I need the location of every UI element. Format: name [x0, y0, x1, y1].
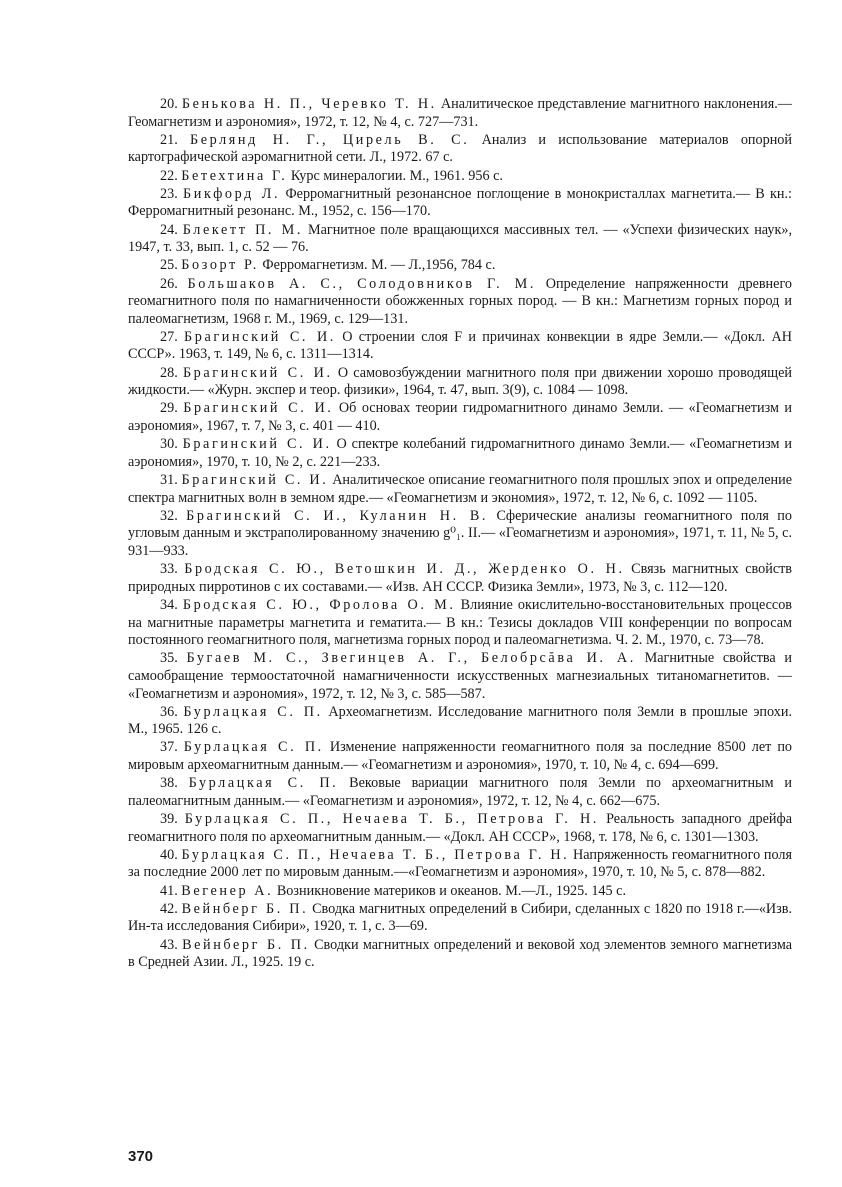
reference-authors: Бугаев М. С., Звегинцев А. Г., Белобрcăва И. А.: [186, 650, 636, 667]
reference-authors: Бетехтина Г.: [181, 167, 288, 184]
reference-item: [128, 96, 792, 131]
reference-number: 35.: [160, 650, 178, 667]
reference-item: [128, 276, 792, 329]
reference-item: [128, 472, 792, 507]
reference-number: 33.: [160, 561, 178, 578]
reference-item: [128, 937, 792, 972]
reference-text: Влияние окислительно-восстановительных процессов на магнитные параметры магнетита и гематита.— В кн.: Тезисы докладов VIII конференции по вопросам постоянного геомагнитного поля, магнетизма горных пород и палеомагнетизма. Ч. 2. М., 1970, с. 73—78.: [128, 596, 792, 649]
reference-text: Ферромагнитный резонансное поглощение в монокристаллах магнетита.— В кн.: Ферромагнитный резонанс. М., 1952, с. 156—170.: [128, 185, 792, 220]
reference-item: [128, 883, 792, 901]
reference-number: 21.: [160, 131, 178, 148]
reference-number: 29.: [160, 400, 178, 417]
reference-text: О строении слоя F и причинах конвекции в ядре Земли.— «Докл. АН СССР». 1963, т. 149, № 6, с. 1311—1314.: [128, 328, 792, 363]
reference-number: 22.: [160, 167, 178, 184]
reference-item: [128, 775, 792, 810]
reference-item: [128, 811, 792, 846]
reference-item: [128, 561, 792, 596]
reference-text: Магнитное поле вращающихся массивных тел. — «Успехи физических наук», 1947, т. 33, вып. 1, с. 52 — 76.: [128, 221, 793, 256]
reference-item: [128, 901, 792, 936]
reference-number: 40.: [160, 846, 178, 863]
reference-authors: Бурлацкая С. П.: [183, 739, 324, 756]
reference-number: 32.: [160, 507, 178, 524]
reference-text: Напряженность геомагнитного поля за последние 2000 лет по мировым данным.—«Геомагнетизм и аэрономия», 1970, т. 10, № 5, с. 878—882.: [128, 846, 793, 881]
reference-authors: Большаков А. С., Солодовников Г. М.: [187, 275, 537, 292]
reference-item: [128, 508, 792, 561]
reference-authors: Бурлацкая С. П.: [183, 703, 323, 720]
reference-authors: Брагинский С. И.: [181, 472, 329, 488]
reference-number: 28.: [160, 364, 178, 381]
reference-text: Археомагнетизм. Исследование магнитного поля Земли в прошлые эпохи. М., 1965. 126 с.: [128, 703, 792, 738]
reference-text: Курс минералогии. М., 1961. 956 с.: [290, 167, 503, 184]
reference-text: О спектре колебаний гидромагнитного динамо Земли.— «Геомагнетизм и аэрономия», 1970, т. 10, № 2, с. 221—233.: [128, 436, 792, 470]
reference-number: 23.: [160, 185, 178, 202]
reference-item: [128, 704, 792, 739]
reference-text: Аналитическое описание геомагнитного поля прошлых эпох и определение спектра магнитных волн в земном ядре.— «Геомагнетизм и экономия», 1972, т. 12, № 6, с. 1092 — 1105.: [128, 472, 792, 506]
reference-authors: Бурлацкая С. П.: [188, 775, 339, 792]
reference-authors: Бикфорд Л.: [183, 185, 281, 202]
reference-text: Определение напряженности древнего геомагнитного поля по намагниченности обожженных горных пород. — В кн.: Магнетизм горных пород и палеомагнетизм, 1968 г. М., 1969, с. 129—131.: [128, 275, 793, 327]
reference-text: Возникновение материков и океанов. М.—Л., 1925. 145 с.: [276, 882, 626, 899]
reference-number: 30.: [160, 436, 178, 453]
reference-item: [128, 847, 792, 882]
reference-item: [128, 168, 792, 186]
reference-authors: Брагинский С. И.: [182, 364, 333, 381]
reference-authors: Вейнберг Б. П.: [181, 900, 309, 917]
reference-authors: Бенькова Н. П., Черевко Т. Н.: [181, 96, 437, 112]
reference-item: [128, 186, 792, 221]
reference-text: Вековые вариации магнитного поля Земли по археомагнитным и палеомагнитным данным.— «Геомагнетизм и аэрономия», 1972, т. 12, № 4, с. 662—675.: [128, 775, 792, 809]
reference-number: 31.: [160, 472, 178, 488]
reference-number: 41.: [160, 882, 178, 899]
reference-text: Сводка магнитных определений в Сибири, сделанных с 1820 по 1918 г.—«Изв. Ин-та исследования Сибири», 1920, т. 1, с. 3—69.: [128, 900, 793, 935]
reference-authors: Брагинский С. И.: [183, 400, 334, 417]
reference-authors: Брагинский С. И.: [184, 328, 336, 345]
reference-number: 25.: [160, 257, 178, 274]
reference-text: О самовозбуждении магнитного поля при движении хорошо проводящей жидкости.— «Журн. экспер и теор. физики», 1964, т. 47, вып. 3(9), с. 1084 — 1098.: [128, 364, 792, 399]
reference-number: 26.: [160, 275, 178, 292]
reference-number: 36.: [160, 703, 178, 720]
reference-number: 24.: [160, 221, 178, 238]
page-number: 370: [128, 1148, 154, 1165]
reference-item: [128, 650, 792, 703]
reference-authors: Берлянд Н. Г., Цирель В. С.: [189, 131, 470, 148]
reference-authors: Блекетт П. М.: [182, 221, 303, 238]
reference-text: Аналитическое представление магнитного наклонения.— Геомагнетизм и аэрономия», 1972, т. 12, № 4, с. 727—731.: [128, 96, 792, 130]
reference-text: Связь магнитных свойств природных пирротинов с их составами.— «Изв. АН СССР. Физика Земли», 1973, № 3, с. 112—120.: [128, 561, 793, 595]
reference-number: 20.: [160, 96, 178, 112]
reference-item: [128, 400, 792, 435]
reference-number: 43.: [160, 936, 178, 953]
reference-authors: Брагинский С. И., Куланин Н. В.: [186, 507, 489, 524]
reference-text: Сводки магнитных определений и вековой ход элементов земного магнетизма в Средней Азии. Л., 1925. 19 с.: [128, 936, 793, 971]
reference-text: Изменение напряженности геомагнитного поля за последние 8500 лет по мировым археомагнитным данным.— «Геомагнетизм и аэрономия», 1970, т. 10, № 4, с. 694—699.: [128, 739, 793, 774]
reference-authors: Бродская С. Ю., Ветошкин И. Д., Жерденко О. Н.: [184, 561, 625, 578]
reference-item: [128, 222, 792, 257]
reference-item: [128, 436, 792, 471]
reference-item: [128, 329, 792, 364]
reference-number: 34.: [160, 596, 178, 613]
reference-text: Магнитные свойства и самообращение термоостаточной намагниченности искусственных магнезиальных титаномагнетитов. — «Геомагнетизм и аэрономия», 1972, т. 12, № 3, с. 585—587.: [128, 650, 793, 702]
reference-authors: Брагинский С. И.: [182, 436, 332, 453]
reference-authors: Вегенер А.: [181, 882, 274, 899]
reference-authors: Бурлацкая С. П., Нечаева Т. Б., Петрова Г. Н.: [184, 811, 600, 828]
reference-authors: Бозорт Р.: [181, 257, 259, 274]
reference-number: 27.: [160, 328, 178, 345]
reference-item: [128, 597, 792, 650]
reference-text: Об основах теории гидромагнитного динамо Земли. — «Геомагнетизм и аэрономия», 1967, т. 7, № 3, с. 401 — 410.: [128, 400, 793, 435]
reference-text: Анализ и использование материалов опорной картографической аэромагнитной сети. Л., 1972. 67 с.: [128, 131, 792, 166]
reference-item: [128, 739, 792, 774]
reference-text: Реальность западного дрейфа геомагнитного поля по археомагнитным данным.— «Докл. АН СССР», 1968, т. 178, № 6, с. 1301—1303.: [128, 811, 793, 845]
reference-item: [128, 257, 792, 275]
reference-authors: Бродская С. Ю., Фролова О. М.: [182, 596, 456, 613]
reference-item: [128, 365, 792, 400]
reference-authors: Бурлацкая С. П., Нечаева Т. Б., Петрова Г. Н.: [181, 846, 570, 863]
reference-number: 37.: [160, 739, 178, 756]
reference-item: [128, 132, 792, 167]
reference-list: [128, 96, 792, 972]
reference-number: 39.: [160, 811, 178, 828]
reference-authors: Вейнберг Б. П.: [182, 936, 310, 953]
reference-number: 42.: [160, 900, 178, 917]
reference-text: Ферромагнетизм. М. — Л.,1956, 784 с.: [262, 257, 496, 274]
reference-text: Сферические анализы геомагнитного поля по угловым данным и экстраполированному значению g⁰₁. II.— «Геомагнетизм и аэрономия», 1971, т. 11, № 5, с. 931—933.: [128, 507, 792, 559]
reference-number: 38.: [160, 775, 178, 792]
